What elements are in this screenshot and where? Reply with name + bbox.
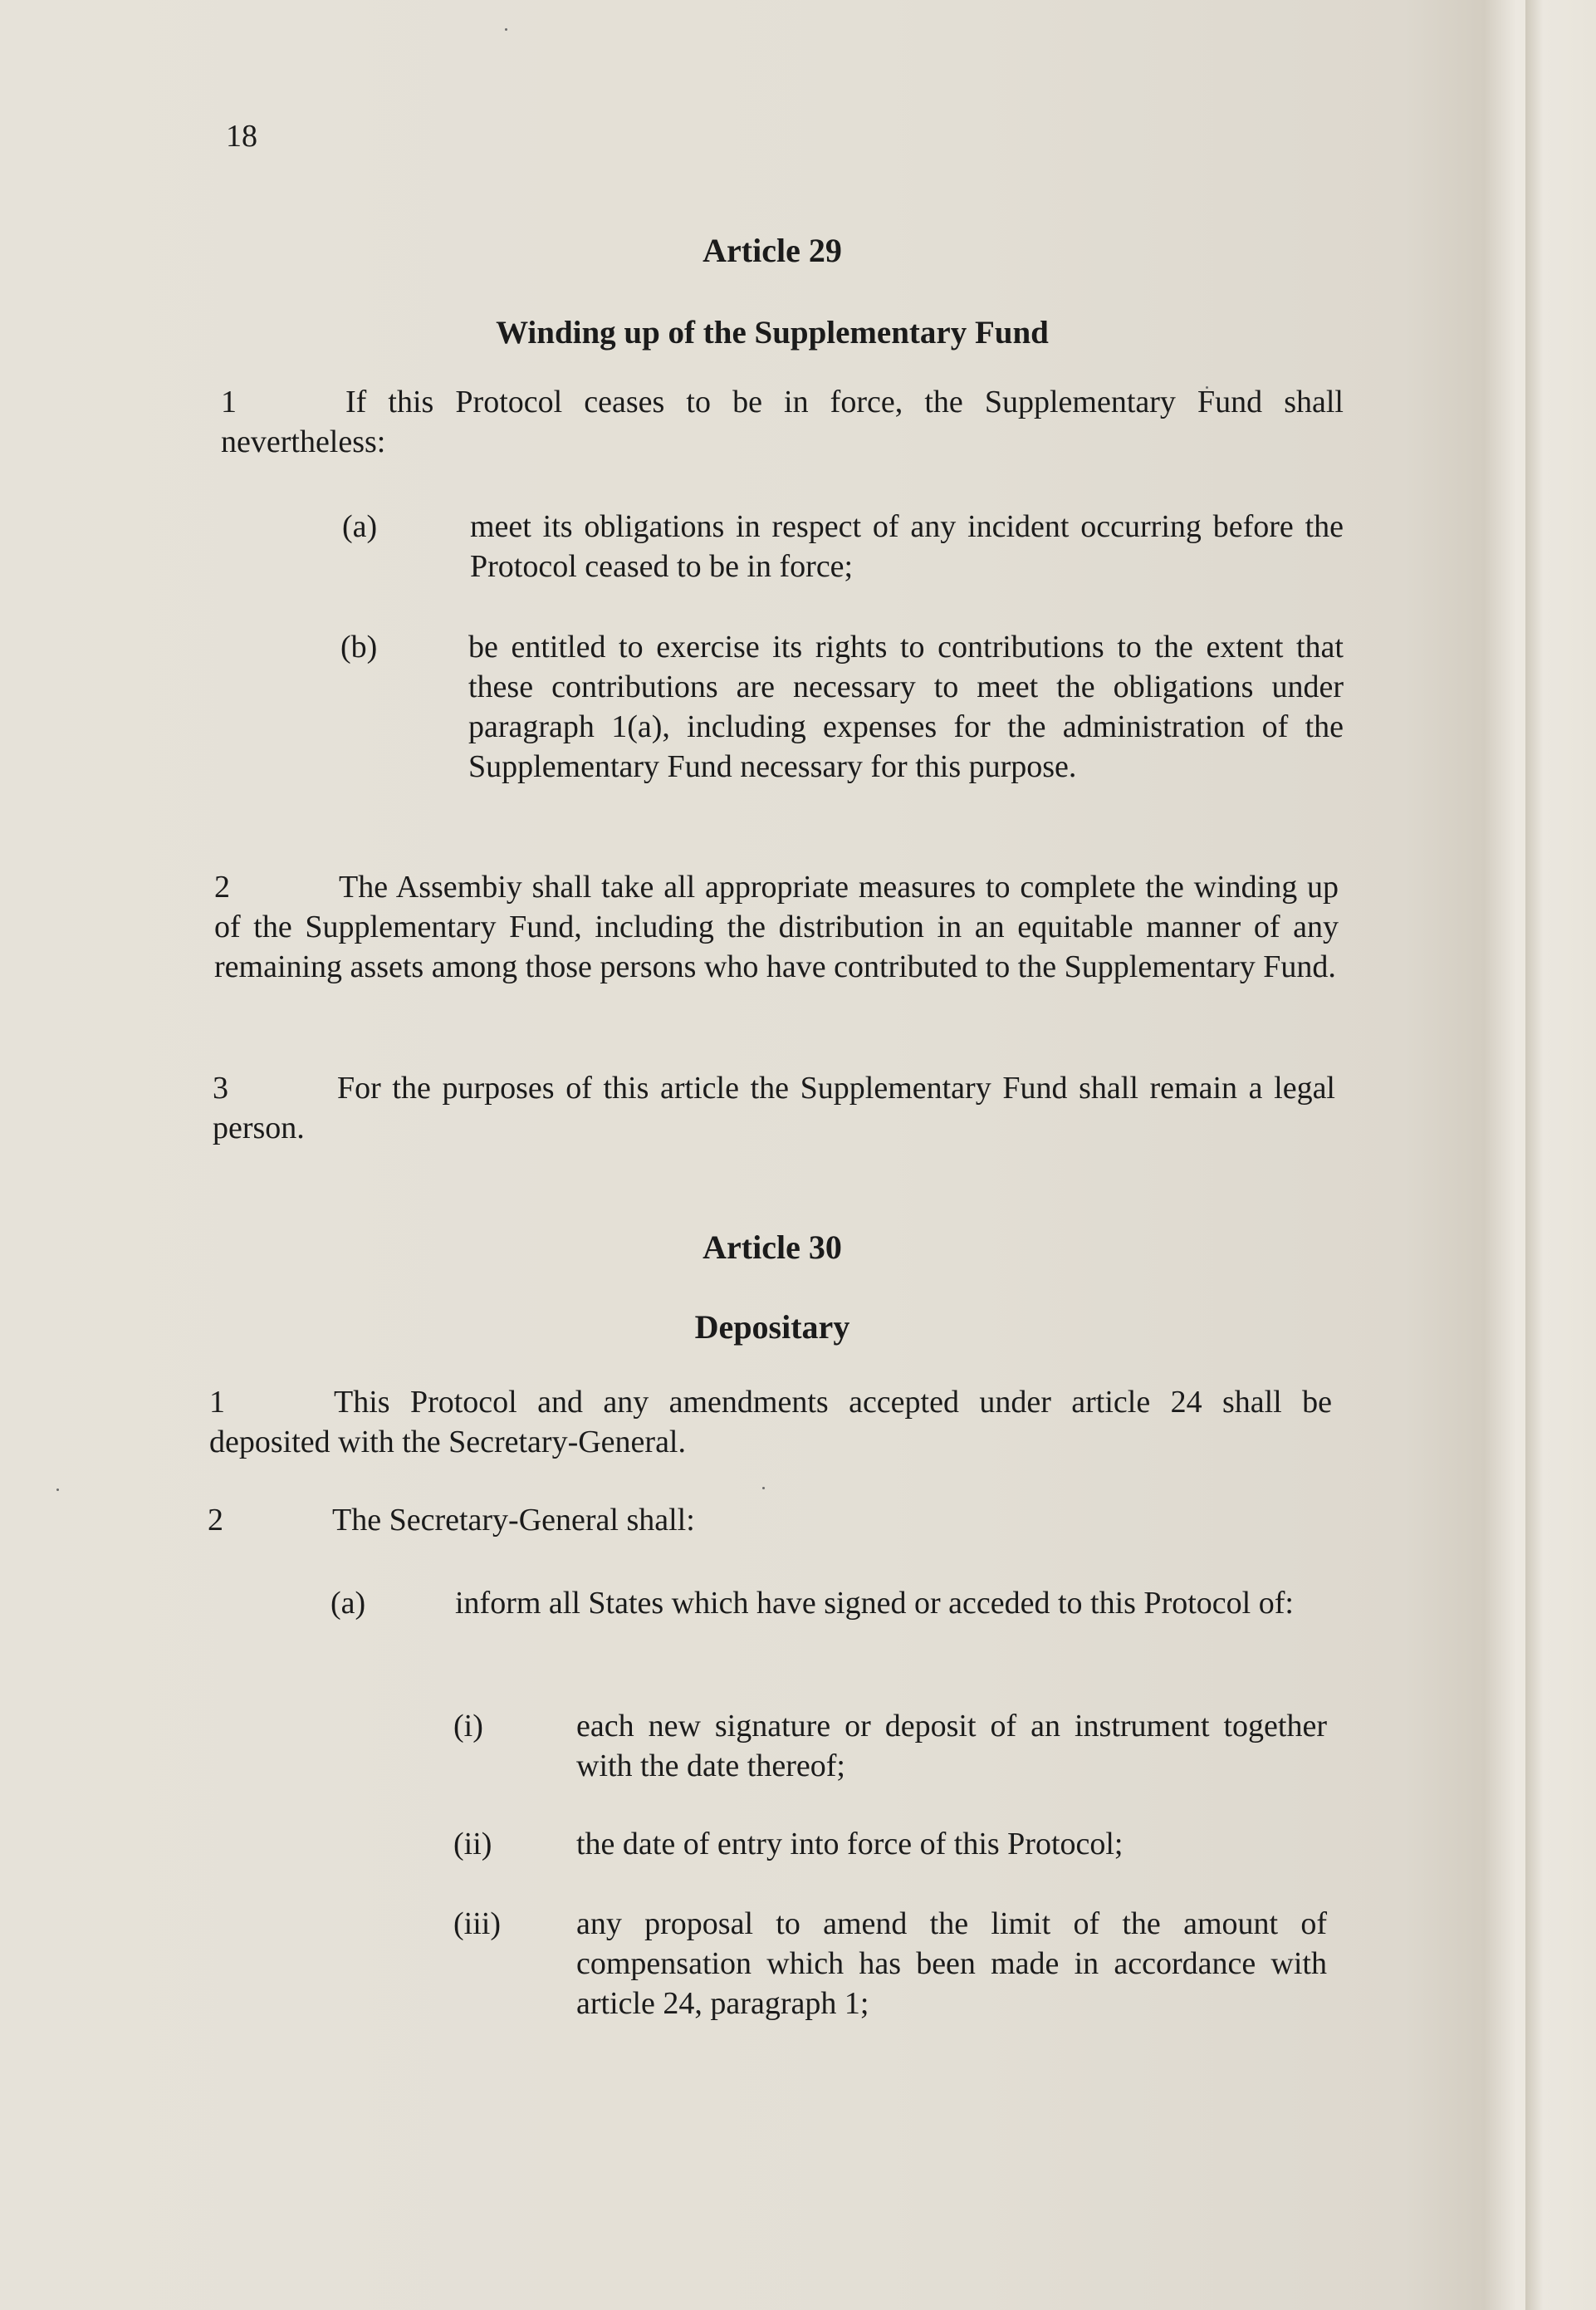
- paragraph-text: The Secretary-General shall:: [332, 1503, 695, 1538]
- article-30-title: Article 30: [703, 1229, 842, 1266]
- item-label: (iii): [453, 1906, 501, 1941]
- paragraph-text: For the purposes of this article the Supplementary Fund shall remain a legal person.: [213, 1071, 1335, 1145]
- paragraph-number: 3: [213, 1071, 228, 1106]
- item-label: (b): [340, 630, 378, 665]
- article-30-paragraph-2: [208, 1500, 1330, 1540]
- paper-speck: [762, 1487, 765, 1489]
- paragraph-number: 2: [208, 1503, 223, 1538]
- paper-speck: [505, 28, 507, 31]
- item-text: each new signature or deposit of an instrument together with the date thereof;: [576, 1709, 1327, 1783]
- item-label: (i): [453, 1709, 483, 1744]
- item-label: (ii): [453, 1827, 492, 1861]
- paragraph-number: 1: [221, 385, 237, 419]
- article-29-subtitle: Winding up of the Supplementary Fund: [496, 315, 1049, 351]
- article-29-paragraph-2: [214, 867, 1339, 987]
- item-label: (a): [330, 1586, 366, 1621]
- page-number: 18: [226, 119, 257, 154]
- article-29-title: Article 29: [703, 232, 842, 269]
- article-30-paragraph-1: [209, 1382, 1332, 1462]
- paper-speck: [56, 1489, 59, 1491]
- item-label: (a): [342, 509, 378, 544]
- paragraph-text: This Protocol and any amendments accepted under article 24 shall be deposited with the Secretary-General.: [209, 1385, 1332, 1459]
- paragraph-text: The Assembiy shall take all appropriate measures to complete the winding up of the Supplementary Fund, including the distribution in an equitable manner of any remaining assets among those persons who have contributed to the Supplementary Fund.: [214, 870, 1339, 984]
- article-30-subtitle: Depositary: [694, 1308, 850, 1346]
- item-text: any proposal to amend the limit of the amount of compensation which has been made in accordance with article 24, paragraph 1;: [576, 1906, 1327, 2021]
- paragraph-number: 1: [209, 1385, 225, 1420]
- article-29-item-b: [340, 627, 1344, 831]
- article-29-paragraph-3: [213, 1068, 1335, 1148]
- item-text: inform all States which have signed or acceded to this Protocol of:: [455, 1586, 1294, 1621]
- article-29-paragraph-1: [221, 382, 1344, 462]
- article-30-subitem-ii: [453, 1824, 1327, 1866]
- item-text: be entitled to exercise its rights to contributions to the extent that these contributions are necessary to meet the obligations under paragraph 1(a), including expenses for the administration of the Supplementary Fund necessary for this purpose.: [468, 630, 1344, 784]
- item-text: the date of entry into force of this Protocol;: [576, 1827, 1124, 1861]
- paragraph-number: 2: [214, 870, 230, 905]
- article-30-subitem-iii: [453, 1904, 1327, 2028]
- article-30-subitem-i: [453, 1706, 1327, 1789]
- paragraph-text: If this Protocol ceases to be in force, the Supplementary Fund shall nevertheless:: [221, 385, 1344, 459]
- item-text: meet its obligations in respect of any incident occurring before the Protocol ceased to be in force;: [470, 509, 1344, 584]
- article-29-item-a: [342, 507, 1344, 590]
- article-30-item-a: [330, 1583, 1329, 1666]
